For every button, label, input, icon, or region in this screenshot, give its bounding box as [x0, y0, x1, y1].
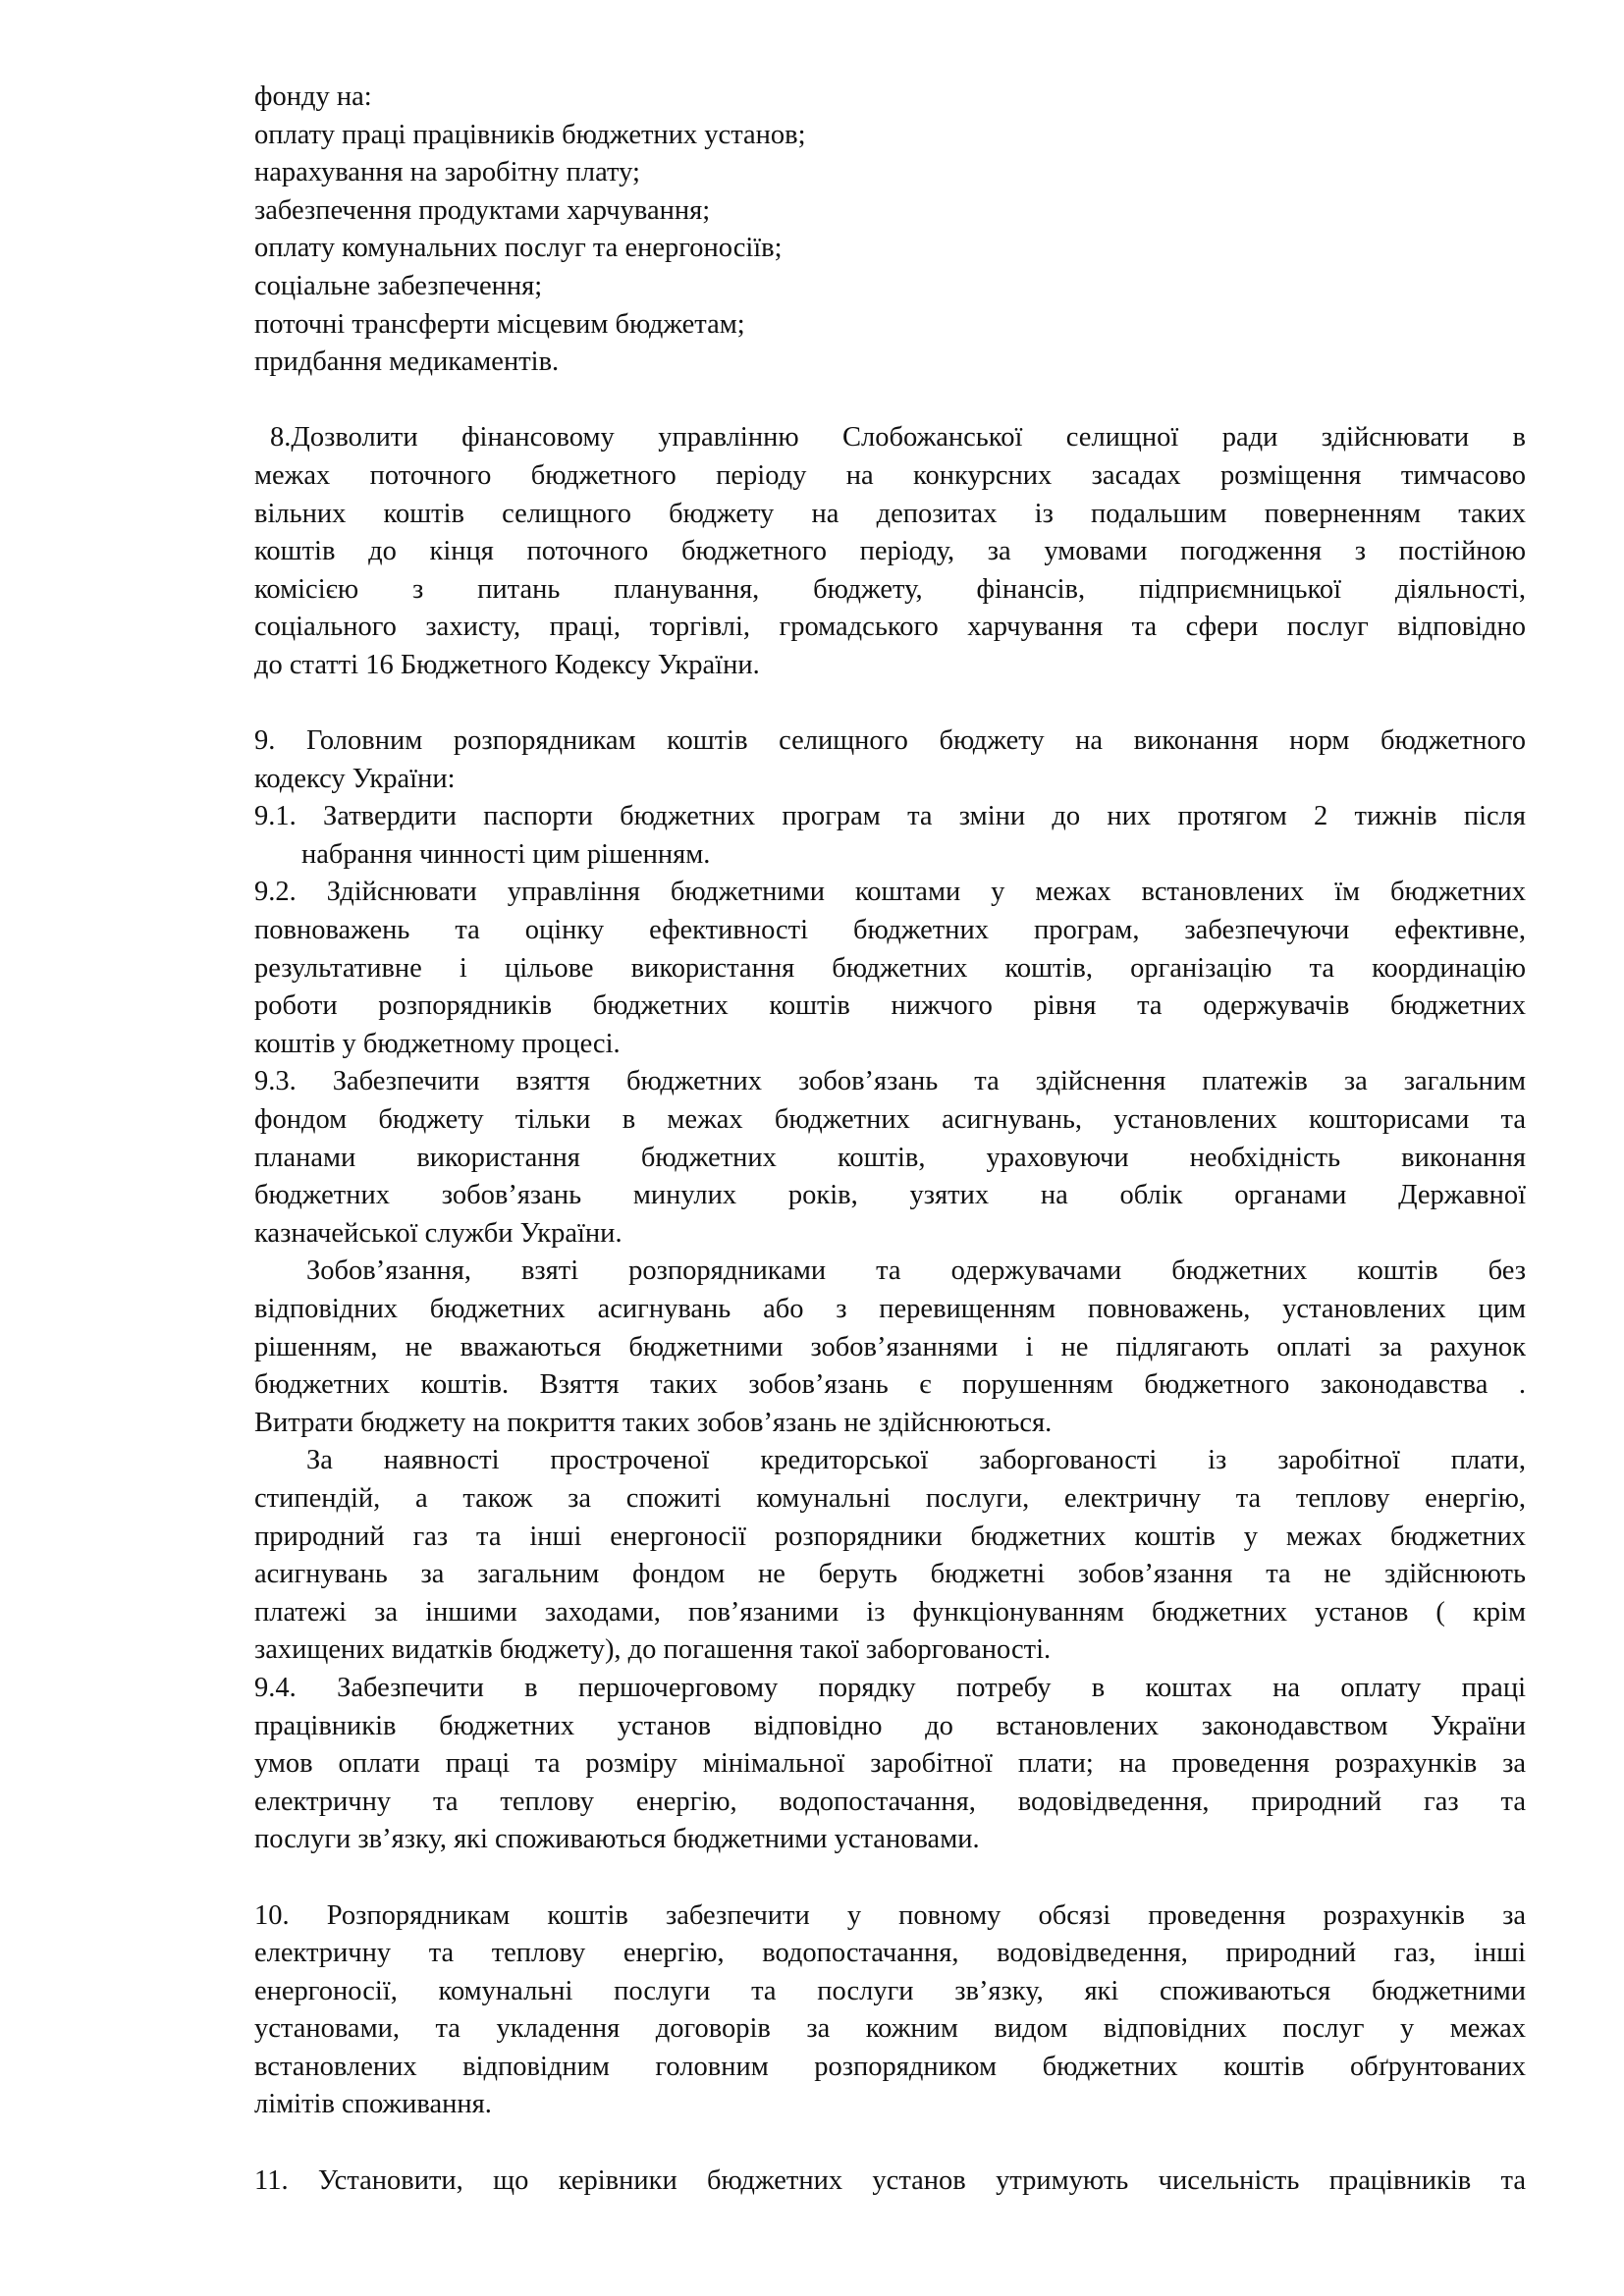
text-line: 10. Розпорядникам коштів забезпечити у повному обсязі проведення розрахунків за	[254, 1899, 1526, 1931]
text-line: бюджетних коштів. Взяття таких зобов’язань є порушенням бюджетного законодавства .	[254, 1369, 1526, 1401]
text-line: межах поточного бюджетного періоду на конкурсних засадах розміщення тимчасово	[254, 459, 1526, 491]
text-line: 9.3. Забезпечити взяття бюджетних зобов’язань та здійснення платежів за загальним	[254, 1066, 1526, 1097]
paragraph-9	[254, 722, 1526, 798]
list-line: оплату праці працівників бюджетних установ;	[254, 119, 806, 150]
text-line: результативне і цільове використання бюджетних коштів, організацію та координацію	[254, 952, 1526, 984]
paragraph-10	[254, 1897, 1526, 2125]
text-line: природний газ та інші енергоносії розпорядники бюджетних коштів у межах бюджетних	[254, 1521, 1526, 1552]
text-line: планами використання бюджетних коштів, ураховуючи необхідність виконання	[254, 1142, 1526, 1173]
list-line: нарахування на заробітну плату;	[254, 157, 640, 188]
text-line: кодексу України:	[254, 763, 456, 794]
paragraph-8	[254, 419, 1526, 684]
text-line: 11. Установити, що керівники бюджетних установ утримують чисельність працівників та	[254, 2164, 1526, 2196]
text-line: електричну та теплову енергію, водопостачання, водовідведення, природний газ та	[254, 1786, 1526, 1817]
paragraph-9-3-arrears	[254, 1442, 1526, 1670]
text-line: комісією з питань планування, бюджету, фінансів, підприємницької діяльності,	[254, 573, 1526, 605]
text-line: установами, та укладення договорів за кожним видом відповідних послуг у межах	[254, 2013, 1526, 2045]
text-line: електричну та теплову енергію, водопостачання, водовідведення, природний газ, інші	[254, 1938, 1526, 1969]
paragraph-gap	[254, 685, 1526, 723]
paragraph-9-4	[254, 1670, 1526, 1859]
text-line: платежі за іншими заходами, пов’язаними із функціонуванням бюджетних установ ( крім	[254, 1596, 1526, 1628]
text-line: до статті 16 Бюджетного Кодексу України.	[254, 649, 760, 680]
text-line: роботи розпорядників бюджетних коштів нижчого рівня та одержувачів бюджетних	[254, 990, 1526, 1022]
text-line: 9.1. Затвердити паспорти бюджетних програм та зміни до них протягом 2 тижнів після	[254, 801, 1526, 832]
list-line: оплату комунальних послуг та енергоносіїв;	[254, 233, 783, 264]
text-line: встановлених відповідним головним розпорядником бюджетних коштів обґрунтованих	[254, 2051, 1526, 2082]
list-line: забезпечення продуктами харчування;	[254, 194, 711, 226]
text-line: 9.4. Забезпечити в першочерговому порядку потребу в коштах на оплату праці	[254, 1672, 1526, 1703]
text-line: фондом бюджету тільки в межах бюджетних асигнувань, установлених кошторисами та	[254, 1104, 1526, 1136]
text-line: 8.Дозволити фінансовому управлінню Слобожанської селищної ради здійснювати в	[270, 422, 1526, 454]
text-line: лімітів споживання.	[254, 2089, 492, 2120]
text-line: Витрати бюджету на покриття таких зобов’язань не здійснюються.	[254, 1407, 1053, 1438]
text-line: працівників бюджетних установ відповідно до встановлених законодавством України	[254, 1710, 1526, 1741]
text-line: захищених видатків бюджету), до погашення такої заборгованості.	[254, 1634, 1052, 1666]
text-line: повноважень та оцінку ефективності бюджетних програм, забезпечуючи ефективне,	[254, 915, 1526, 946]
text-line: За наявності простроченої кредиторської заборгованості із заробітної плати,	[306, 1445, 1526, 1476]
text-line: вільних коштів селищного бюджету на депозитах із подальшим поверненням таких	[254, 498, 1526, 529]
text-line: Зобов’язання, взяті розпорядниками та одержувачами бюджетних коштів без	[306, 1255, 1526, 1287]
text-line: бюджетних зобов’язань минулих років, узятих на облік органами Державної	[254, 1180, 1526, 1211]
paragraph-9-3	[254, 1063, 1526, 1253]
list-line: поточні трансферти місцевим бюджетам;	[254, 308, 745, 340]
text-line: коштів у бюджетному процесі.	[254, 1028, 621, 1059]
paragraph-9-1	[254, 798, 1526, 874]
text-line: казначейської служби України.	[254, 1217, 623, 1249]
text-line: соціального захисту, праці, торгівлі, громадського харчування та сфери послуг відповідно	[254, 612, 1526, 643]
paragraph-gap	[254, 2124, 1526, 2163]
paragraph-11	[254, 2163, 1526, 2201]
paragraph-9-2	[254, 874, 1526, 1063]
document-page	[254, 79, 1526, 2200]
paragraph-gap	[254, 382, 1526, 420]
text-line: стипендій, а також за спожиті комунальні послуги, електричну та теплову енергію,	[254, 1482, 1526, 1514]
text-line: рішенням, не вважаються бюджетними зобов’язаннями і не підлягають оплаті за рахунок	[254, 1331, 1526, 1362]
expense-list	[254, 79, 1526, 382]
list-line: фонду на:	[254, 81, 372, 112]
text-line: відповідних бюджетних асигнувань або з перевищенням повноважень, установлених цим	[254, 1294, 1526, 1324]
text-line: 9.2. Здійснювати управління бюджетними коштами у межах встановлених їм бюджетних	[254, 877, 1526, 908]
paragraph-9-3-obligations	[254, 1253, 1526, 1442]
text-line: умов оплати праці та розміру мінімальної заробітної плати; на проведення розрахунків за	[254, 1748, 1526, 1780]
list-line: придбання медикаментів.	[254, 347, 560, 378]
text-line: 9. Головним розпорядникам коштів селищного бюджету на виконання норм бюджетного	[254, 725, 1526, 757]
text-line: асигнувань за загальним фондом не беруть бюджетні зобов’язання та не здійснюють	[254, 1559, 1526, 1590]
paragraph-gap	[254, 1859, 1526, 1897]
text-line: набрання чинності цим рішенням.	[301, 838, 711, 870]
text-line: енергоносії, комунальні послуги та послуги зв’язку, які споживаються бюджетними	[254, 1975, 1526, 2006]
text-line: коштів до кінця поточного бюджетного періоду, за умовами погодження з постійною	[254, 536, 1526, 567]
text-line: послуги зв’язку, які споживаються бюджетними установами.	[254, 1824, 980, 1855]
list-line: соціальне забезпечення;	[254, 270, 543, 301]
